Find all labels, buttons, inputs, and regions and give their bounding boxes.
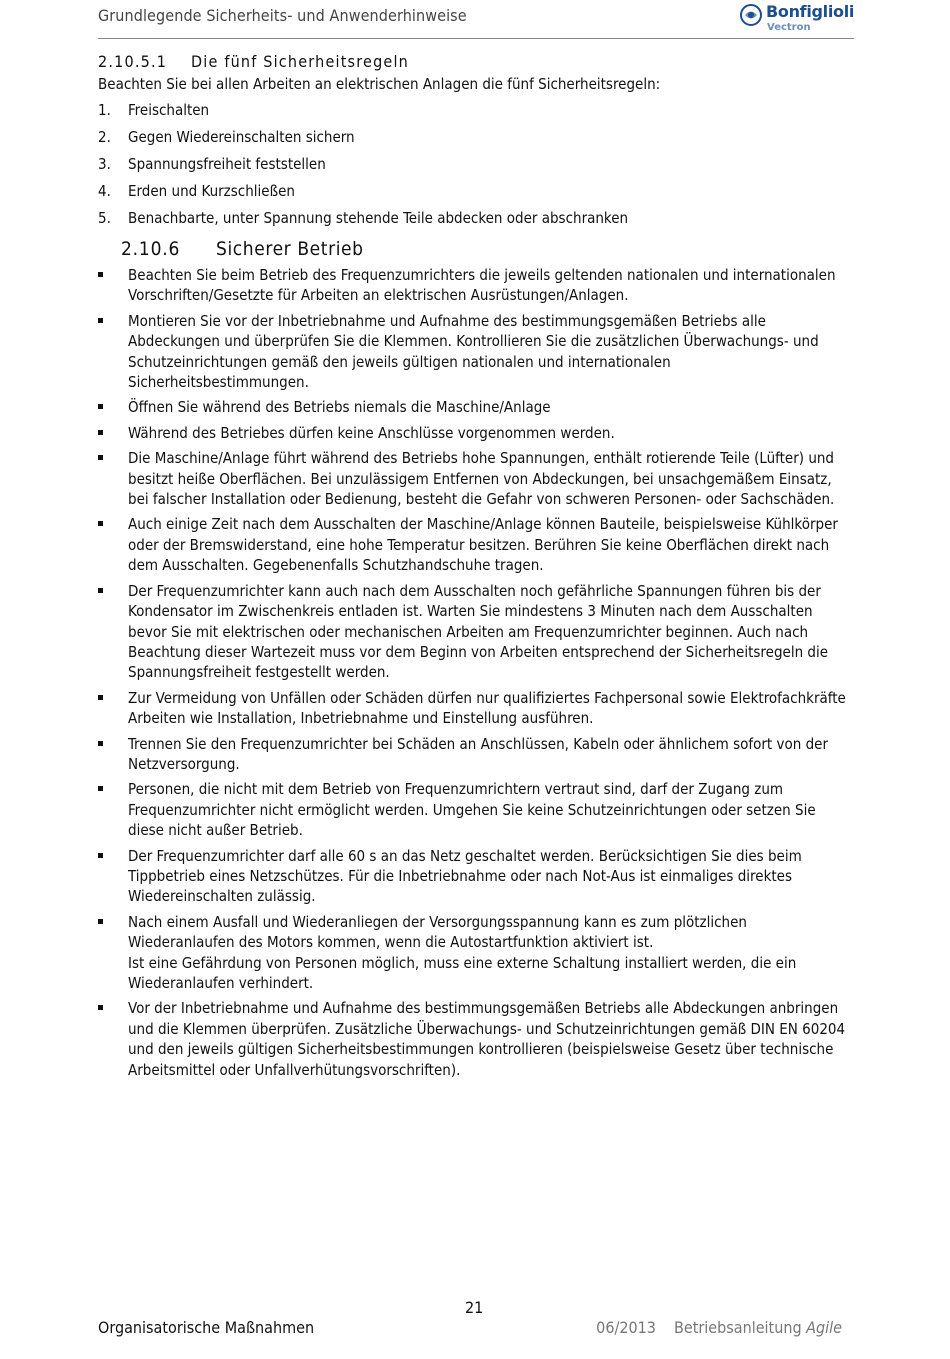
bullet-square-icon	[98, 853, 103, 858]
bullet-item: Trennen Sie den Frequenzumrichter bei Schäden an Anschlüssen, Kabeln oder ähnlichem sofort von der Netzversorgung.	[98, 734, 848, 775]
bullet-item: Während des Betriebes dürfen keine Anschlüsse vorgenommen werden.	[98, 423, 848, 443]
bullet-square-icon	[98, 521, 103, 526]
logo-mark-icon	[740, 4, 762, 26]
logo-brand-text: Bonfiglioli	[766, 2, 855, 21]
footer-product: Agile	[806, 1318, 842, 1337]
bullet-item: Öffnen Sie während des Betriebs niemals die Maschine/Anlage	[98, 397, 848, 417]
footer-manual: Betriebsanleitung	[673, 1318, 802, 1337]
bullet-item: Auch einige Zeit nach dem Ausschalten der Maschine/Anlage können Bauteile, beispielsweise Kühlkörper oder der Bremswiderstand, eine hohe Temperatur besitzen. Berühren Sie keine Oberflächen direkt nach dem Ausschalten. Gegebenenfalls Schutzhandschuhe tragen.	[98, 514, 848, 575]
page-number: 21	[465, 1298, 484, 1317]
bullet-item: Beachten Sie beim Betrieb des Frequenzumrichters die jeweils geltenden nationalen und internationalen Vorschriften/Gesetzte für Arbeiten an elektrischen Ausrüstungen/Anlagen.	[98, 265, 848, 306]
section-heading-safe-operation	[121, 238, 364, 260]
brand-logo	[740, 2, 855, 34]
bullet-square-icon	[98, 404, 103, 409]
footer-chapter: Organisatorische Maßnahmen	[98, 1318, 315, 1337]
section-title: Sicherer Betrieb	[216, 238, 364, 260]
section-heading-safety-rules	[98, 52, 409, 71]
section-intro: Beachten Sie bei allen Arbeiten an elektrischen Anlagen die fünf Sicherheitsregeln:	[98, 75, 661, 93]
bullet-item: Zur Vermeidung von Unfällen oder Schäden dürfen nur qualifiziertes Fachpersonal sowie Elektrofachkräfte Arbeiten wie Installation, Inbetriebnahme und Einstellung ausführen.	[98, 688, 848, 729]
bullet-square-icon	[98, 430, 103, 435]
list-item: 2. Gegen Wiedereinschalten sichern	[98, 128, 355, 146]
section-title: Die fünf Sicherheitsregeln	[191, 52, 410, 71]
bullet-item: Die Maschine/Anlage führt während des Betriebs hohe Spannungen, enthält rotierende Teile (Lüfter) und besitzt heiße Oberflächen. Bei unzulässigem Entfernen von Abdeckungen, bei unsachgemäßem Einsatz, bei falscher Installation oder Bedienung, besteht die Gefahr von schweren Personen- oder Sachschäden.	[98, 448, 848, 509]
bullet-square-icon	[98, 455, 103, 460]
list-item: 5. Benachbarte, unter Spannung stehende Teile abdecken oder abschranken	[98, 209, 629, 227]
bullet-square-icon	[98, 919, 103, 924]
safety-rules-list	[98, 100, 628, 235]
section-number: 2.10.5.1	[98, 52, 168, 71]
header-title: Grundlegende Sicherheits- und Anwenderhinweise	[98, 6, 467, 25]
bullet-square-icon	[98, 1005, 103, 1010]
footer-date: 06/2013	[596, 1318, 656, 1337]
bullet-square-icon	[98, 695, 103, 700]
header-divider	[98, 38, 854, 39]
bullet-item: Personen, die nicht mit dem Betrieb von Frequenzumrichtern vertraut sind, darf der Zugang zum Frequenzumrichter nicht ermöglicht werden. Umgehen Sie keine Schutzeinrichtungen oder setzen Sie diese nicht außer Betrieb.	[98, 779, 848, 840]
list-item: 4. Erden und Kurzschließen	[98, 182, 295, 200]
bullet-square-icon	[98, 741, 103, 746]
bullet-item: Montieren Sie vor der Inbetriebnahme und Aufnahme des bestimmungsgemäßen Betriebs alle Abdeckungen und überprüfen Sie die Klemmen. Kontrollieren Sie die zusätzlichen Überwachungs- und Schutzeinrichtungen gemäß den jeweils gültigen nationalen und internationalen Sicherheitsbestimmungen.	[98, 311, 848, 393]
bullet-item: Der Frequenzumrichter kann auch nach dem Ausschalten noch gefährliche Spannungen führen bis der Kondensator im Zwischenkreis entladen ist. Warten Sie mindestens 3 Minuten nach dem Ausschalten bevor Sie mit elektrischen oder mechanischen Arbeiten am Frequenzumrichter beginnen. Auch nach Beachtung dieser Wartezeit muss vor dem Beginn von Arbeiten entsprechend der Sicherheitsregeln die Spannungsfreiheit festgestellt werden.	[98, 581, 848, 683]
logo-sub-text: Vectron	[767, 22, 811, 33]
bullet-item: Vor der Inbetriebnahme und Aufnahme des bestimmungsgemäßen Betriebs alle Abdeckungen anbringen und die Klemmen überprüfen. Zusätzliche Überwachungs- und Schutzeinrichtungen gemäß DIN EN 60204 und den jeweils gültigen Sicherheitsbestimmungen kontrollieren (beispielsweise Gesetz über technische Arbeitsmittel oder Unfallverhütungsvorschriften).	[98, 998, 848, 1080]
bullet-square-icon	[98, 318, 103, 323]
footer-publication	[596, 1318, 842, 1337]
safe-operation-list	[98, 265, 848, 1085]
section-number: 2.10.6	[121, 238, 181, 260]
bullet-square-icon	[98, 272, 103, 277]
list-item: 3. Spannungsfreiheit feststellen	[98, 155, 326, 173]
bullet-square-icon	[98, 786, 103, 791]
list-item: 1. Freischalten	[98, 101, 210, 119]
bullet-item: Nach einem Ausfall und Wiederanliegen der Versorgungsspannung kann es zum plötzlichen Wiederanlaufen des Motors kommen, wenn die Autostartfunktion aktiviert ist. Ist eine Gefährdung von Personen möglich, muss eine externe Schaltung installiert werden, die ein Wiederanlaufen verhindert.	[98, 912, 848, 994]
bullet-item: Der Frequenzumrichter darf alle 60 s an das Netz geschaltet werden. Berücksichtigen Sie dies beim Tippbetrieb eines Netzschützes. Für die Inbetriebnahme oder nach Not-Aus ist einmaliges direktes Wiedereinschalten zulässig.	[98, 846, 848, 907]
bullet-square-icon	[98, 588, 103, 593]
